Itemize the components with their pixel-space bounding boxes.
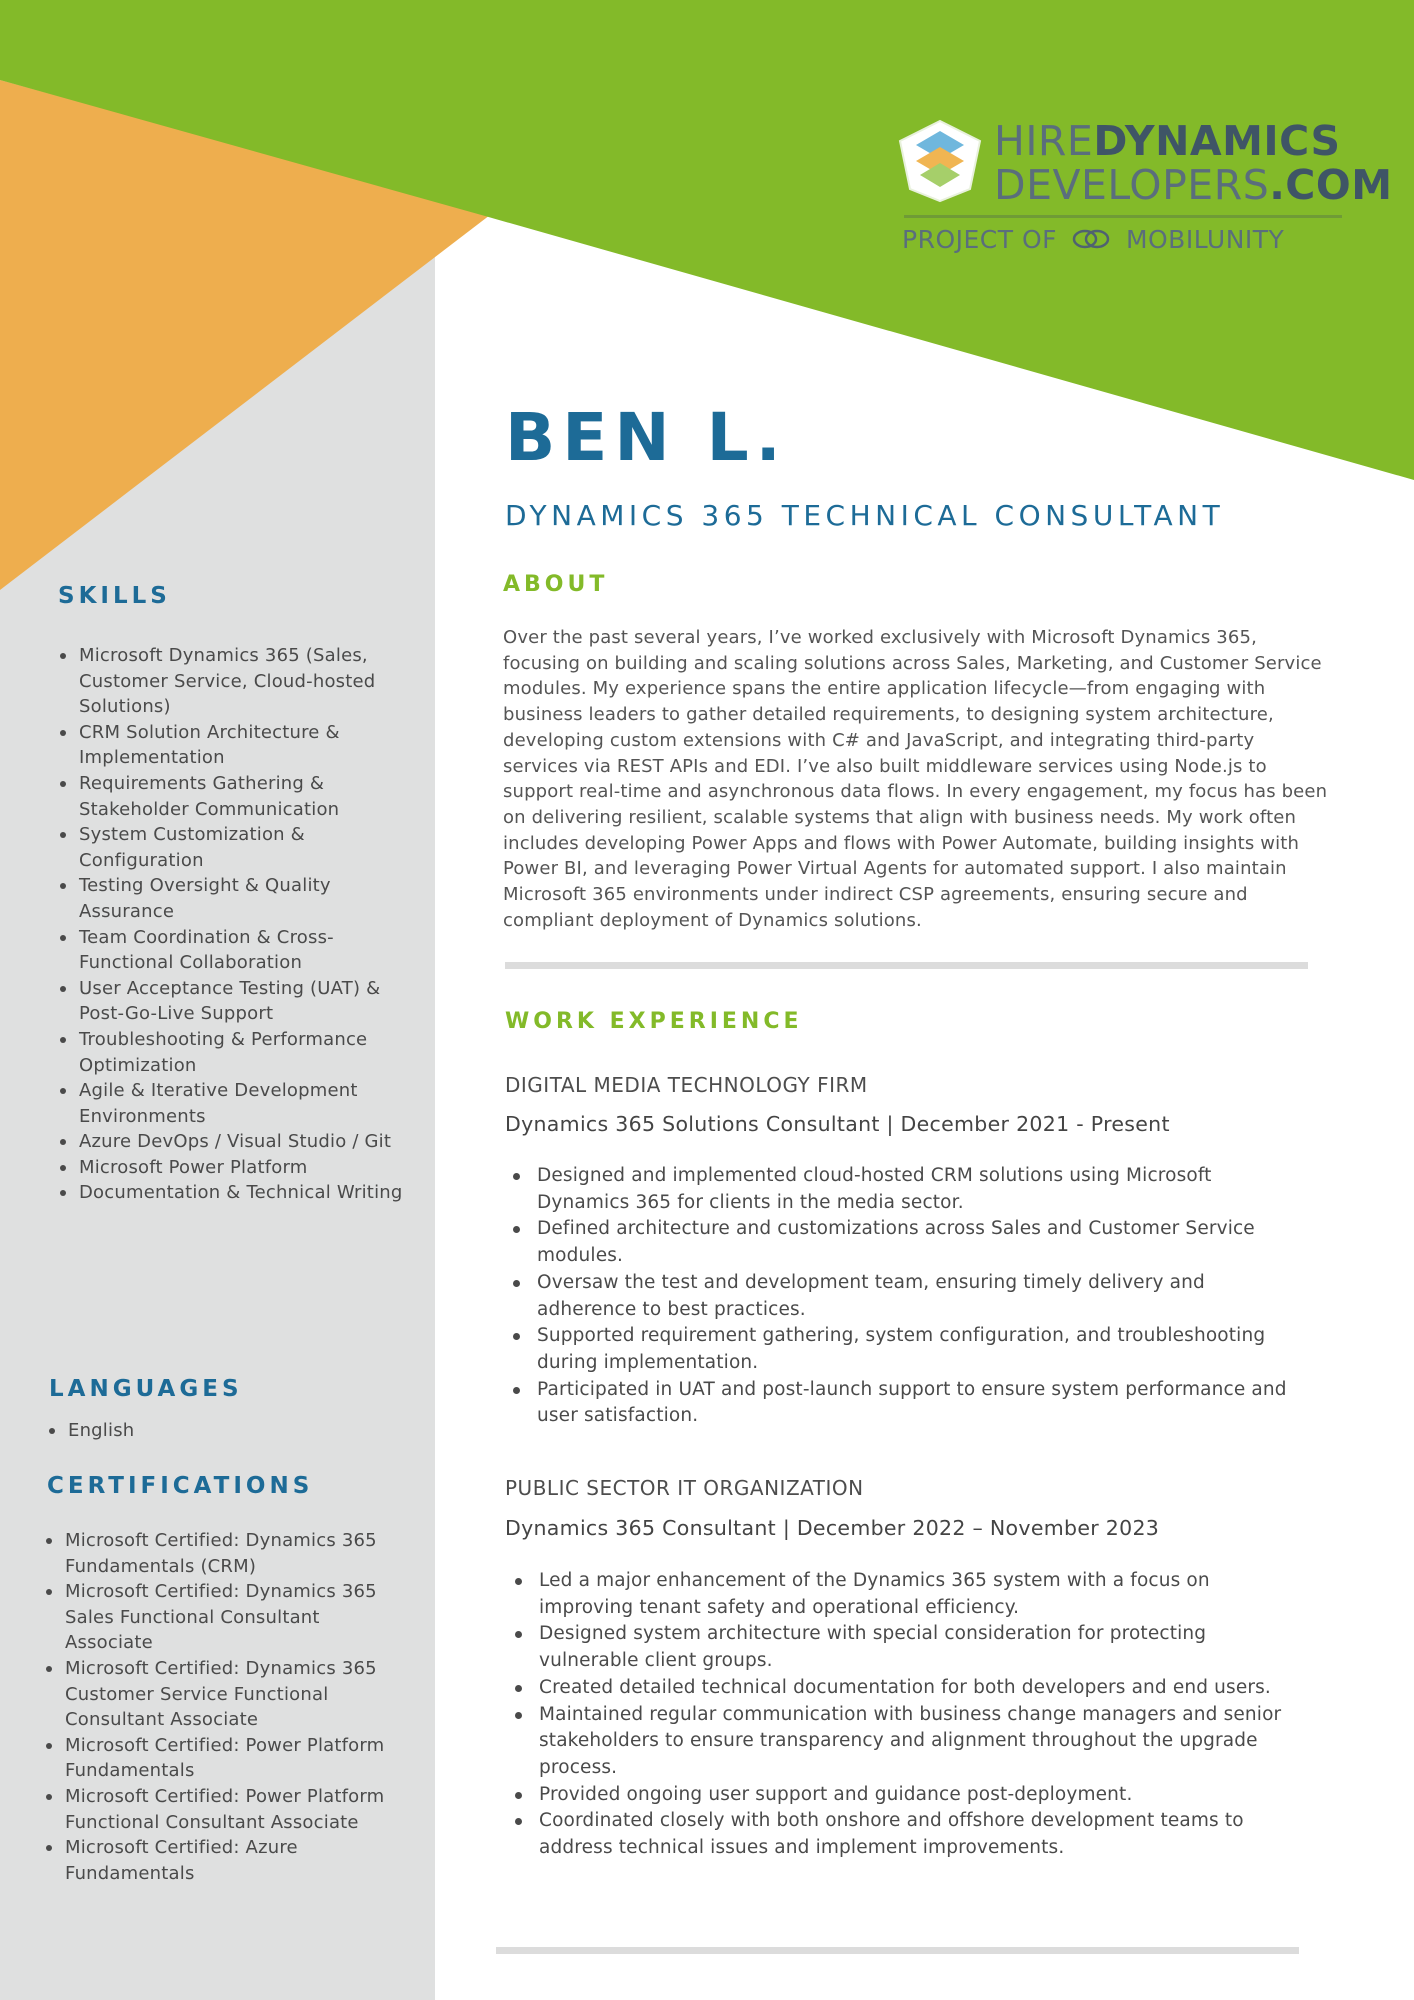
list-item: Created detailed technical documentation for both developers and end users. — [505, 1675, 1305, 1702]
logo-divider — [904, 215, 1342, 218]
list-item: Documentation & Technical Writing — [56, 1180, 416, 1206]
section-divider — [505, 962, 1308, 969]
list-item: Oversaw the test and development team, ensuring timely delivery and adherence to best practices. — [503, 1270, 1303, 1323]
job-position: Dynamics 365 Consultant | December 2022 – November 2023 — [505, 1516, 1160, 1540]
list-item: Provided ongoing user support and guidance post-deployment. — [505, 1782, 1305, 1809]
list-item: Maintained regular communication with business change managers and senior stakeholders to ensure transparency and alignment throughout the upgrade process. — [505, 1702, 1305, 1782]
list-item: Microsoft Certified: Power Platform Functional Consultant Associate — [42, 1784, 412, 1835]
list-item: Microsoft Certified: Dynamics 365 Sales Functional Consultant Associate — [42, 1579, 412, 1656]
languages-list — [45, 1418, 405, 1444]
candidate-role: DYNAMICS 365 TECHNICAL CONSULTANT — [505, 499, 1225, 532]
list-item: Microsoft Certified: Power Platform Fundamentals — [42, 1733, 412, 1784]
list-item: Testing Oversight & Quality Assurance — [56, 873, 416, 924]
list-item: Coordinated closely with both onshore and offshore development teams to address technical issues and implement improvements. — [505, 1808, 1305, 1861]
list-item: Azure DevOps / Visual Studio / Git — [56, 1129, 416, 1155]
list-item: Microsoft Certified: Azure Fundamentals — [42, 1835, 412, 1886]
list-item: Led a major enhancement of the Dynamics 365 system with a focus on improving tenant safety and operational efficiency. — [505, 1568, 1305, 1621]
list-item: Microsoft Certified: Dynamics 365 Fundamentals (CRM) — [42, 1528, 412, 1579]
list-item: Designed system architecture with special consideration for protecting vulnerable client groups. — [505, 1621, 1305, 1674]
languages-heading: LANGUAGES — [49, 1376, 243, 1402]
list-item: Microsoft Certified: Dynamics 365 Customer Service Functional Consultant Associate — [42, 1656, 412, 1733]
list-item: Team Coordination & Cross-Functional Collaboration — [56, 925, 416, 976]
list-item: Troubleshooting & Performance Optimization — [56, 1027, 416, 1078]
skills-list — [56, 643, 416, 1206]
list-item: User Acceptance Testing (UAT) & Post-Go-Live Support — [56, 976, 416, 1027]
list-item: Microsoft Power Platform — [56, 1155, 416, 1181]
company-logo — [898, 115, 1393, 260]
list-item: CRM Solution Architecture & Implementation — [56, 720, 416, 771]
job-bullets — [505, 1568, 1305, 1862]
candidate-name: BEN L. — [505, 399, 788, 476]
logo-emblem-icon — [898, 119, 982, 203]
list-item: Participated in UAT and post-launch support to ensure system performance and user satisfaction. — [503, 1377, 1303, 1430]
job-bullets — [503, 1163, 1303, 1430]
list-item: Supported requirement gathering, system configuration, and troubleshooting during implementation. — [503, 1323, 1303, 1376]
job-company: DIGITAL MEDIA TECHNOLOGY FIRM — [505, 1073, 868, 1097]
list-item: English — [45, 1418, 405, 1444]
about-text: Over the past several years, I’ve worked exclusively with Microsoft Dynamics 365, focusing on building and scaling solutions across Sales, Marketing, and Customer Service modules. My experience spans the entire application lifecycle—from engaging with business leaders to gather detailed requirements, to designing system architecture, developing custom extensions with C# and JavaScript, and integrating third-party services via REST APIs and EDI. I’ve also built middleware services using Node.js to support real-time and asynchronous data flows. In every engagement, my focus has been on delivering resilient, scalable systems that align with business needs. My work often includes developing Power Apps and flows with Power Automate, building insights with Power BI, and leveraging Power Virtual Agents for automated support. I also maintain Microsoft 365 environments under indirect CSP agreements, ensuring secure and compliant deployment of Dynamics solutions. — [503, 627, 1328, 931]
work-experience-heading: WORK EXPERIENCE — [505, 1009, 803, 1034]
section-divider — [496, 1947, 1299, 1954]
mobilunity-icon — [1071, 227, 1111, 251]
certifications-list — [42, 1528, 412, 1886]
certifications-heading: CERTIFICATIONS — [47, 1473, 314, 1499]
job-company: PUBLIC SECTOR IT ORGANIZATION — [505, 1476, 864, 1500]
job-position: Dynamics 365 Solutions Consultant | December 2021 - Present — [505, 1112, 1170, 1136]
logo-project-line: PROJECT OF MOBILUNITY — [902, 225, 1285, 254]
list-item: Designed and implemented cloud-hosted CRM solutions using Microsoft Dynamics 365 for clients in the media sector. — [503, 1163, 1303, 1216]
logo-text-line1: HIREDYNAMICS — [994, 117, 1341, 165]
logo-text-line2: DEVELOPERS.COM — [994, 161, 1393, 209]
list-item: Defined architecture and customizations across Sales and Customer Service modules. — [503, 1216, 1303, 1269]
list-item: Microsoft Dynamics 365 (Sales, Customer Service, Cloud-hosted Solutions) — [56, 643, 416, 720]
skills-heading: SKILLS — [58, 583, 171, 609]
list-item: Requirements Gathering & Stakeholder Communication — [56, 771, 416, 822]
about-heading: ABOUT — [503, 572, 609, 597]
list-item: Agile & Iterative Development Environments — [56, 1078, 416, 1129]
list-item: System Customization & Configuration — [56, 822, 416, 873]
